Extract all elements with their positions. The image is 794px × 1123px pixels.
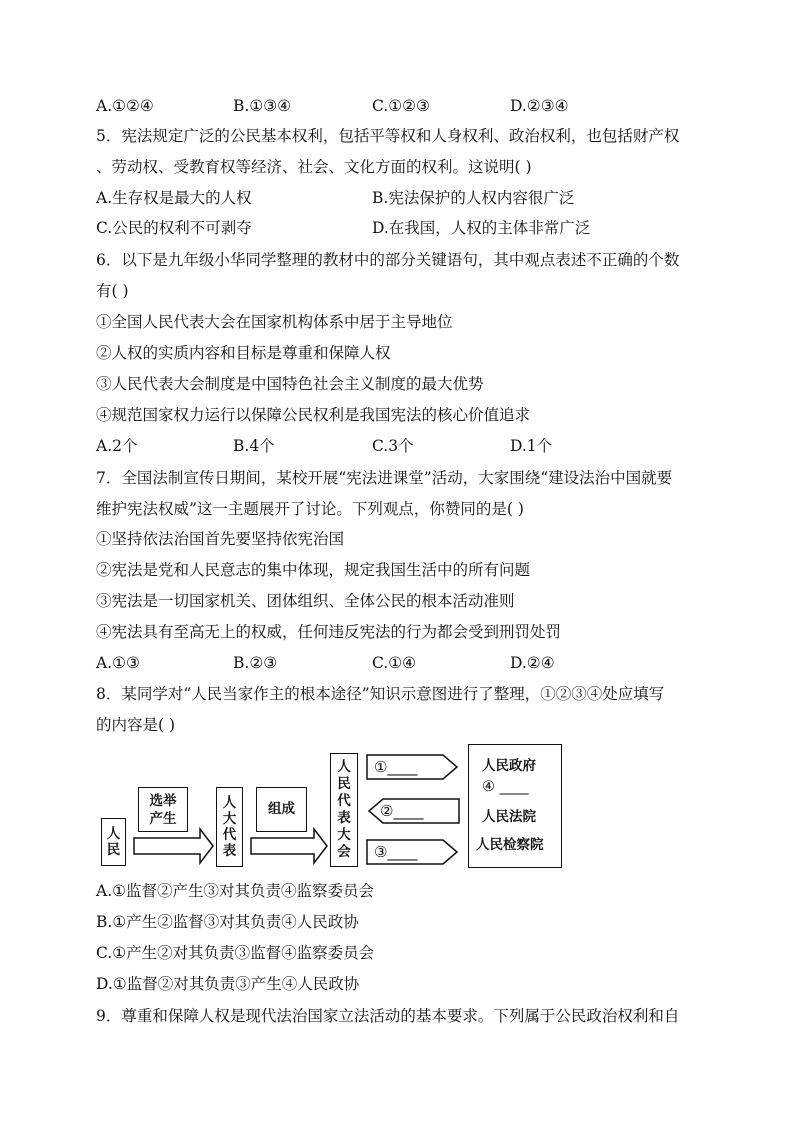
box-form <box>256 787 307 832</box>
deputies-char-3: 代 <box>222 827 237 843</box>
org-government: 人民政府 <box>482 758 536 774</box>
q8-stem-line2: 的内容是( ) <box>96 716 176 734</box>
q8-option-a: A.①监督②产生③对其负责④监察委员会 <box>96 882 375 900</box>
people-char-1: 人 <box>106 826 121 842</box>
q7-item-3: ③宪法是一切国家机关、团体组织、全体公民的根本活动准则 <box>96 592 515 610</box>
elect-line-1: 选举 <box>149 792 177 809</box>
deputies-char-4: 表 <box>222 843 237 859</box>
q6-option-b: B.4个 <box>233 437 275 455</box>
q6-stem-line2: 有( ) <box>96 282 129 300</box>
q4-option-d: D.②③④ <box>510 97 569 115</box>
box-elect <box>138 787 188 832</box>
q8-stem-line1: 8．某同学对“人民当家作主的根本途径”知识示意图进行了整理，①②③④处应填写 <box>96 685 665 703</box>
q6-stem-line1: 6．以下是九年级小华同学整理的教材中的部分关键语句，其中观点表述不正确的个数 <box>96 251 680 269</box>
q5-option-c: C.公民的权利不可剥夺 <box>96 219 252 237</box>
box-deputies <box>216 787 243 867</box>
q6-item-3: ③人民代表大会制度是中国特色社会主义制度的最大优势 <box>96 375 484 393</box>
q7-option-d: D.②④ <box>510 654 555 672</box>
q7-option-b: B.②③ <box>233 654 278 672</box>
q7-stem-line2: 维护宪法权威”这一主题展开了讨论。下列观点，你赞同的是( ) <box>96 500 524 518</box>
box-people <box>101 818 126 866</box>
deputies-char-2: 大 <box>222 811 237 827</box>
q8-option-d: D.①监督②对其负责③产生④人民政协 <box>96 975 360 993</box>
slot-1-label: ①____ <box>374 758 418 776</box>
q4-option-c: C.①②③ <box>372 97 430 115</box>
q4-option-a: A.①②④ <box>96 97 154 115</box>
q7-stem-line1: 7．全国法制宣传日期间，某校开展“宪法进课堂”活动，大家围绕“建设法治中国就要 <box>96 469 673 487</box>
q7-option-a: A.①③ <box>96 654 140 672</box>
arrow-elect <box>134 829 213 863</box>
arrow-form <box>251 829 327 863</box>
q5-stem-line2: 、劳动权、受教育权等经济、社会、文化方面的权利。这说明( ) <box>96 158 532 176</box>
q7-item-4: ④宪法具有至高无上的权威，任何违反宪法的行为都会受到刑罚处罚 <box>96 623 562 641</box>
q5-stem-line1: 5．宪法规定广泛的公民基本权利，包括平等权和人身权利、政治权利，也包括财产权 <box>96 127 680 145</box>
q6-option-d: D.1个 <box>510 437 553 455</box>
npc-char-2: 民 <box>337 776 351 792</box>
q6-option-a: A.2个 <box>96 437 138 455</box>
npc-char-1: 人 <box>337 759 351 775</box>
q7-item-1: ①坚持依法治国首先要坚持依宪治国 <box>96 530 345 548</box>
q5-option-a: A.生存权是最大的人权 <box>96 189 252 207</box>
q7-item-2: ②宪法是党和人民意志的集中体现，规定我国生活中的所有问题 <box>96 561 531 579</box>
org-procuratorate: 人民检察院 <box>476 837 544 853</box>
deputies-char-1: 人 <box>222 795 237 811</box>
npc-char-6: 会 <box>337 844 351 860</box>
q8-option-c: C.①产生②对其负责③监督④监察委员会 <box>96 944 375 962</box>
q9-stem-line1: 9．尊重和保障人权是现代法治国家立法活动的基本要求。下列属于公民政治权利和自 <box>96 1007 680 1025</box>
org-slot-4: ④ ____ <box>482 779 529 795</box>
people-char-2: 民 <box>106 842 121 858</box>
q6-item-4: ④规范国家权力运行以保障公民权利是我国宪法的核心价值追求 <box>96 406 531 424</box>
box-npc <box>330 753 358 867</box>
npc-char-3: 代 <box>337 793 351 809</box>
elect-line-2: 产生 <box>149 810 177 827</box>
q6-item-2: ②人权的实质内容和目标是尊重和保障人权 <box>96 344 391 362</box>
q7-option-c: C.①④ <box>372 654 417 672</box>
npc-char-4: 表 <box>337 810 351 826</box>
q5-option-d: D.在我国，人权的主体非常广泛 <box>372 219 591 237</box>
form-label: 组成 <box>268 801 295 817</box>
npc-char-5: 大 <box>337 827 351 843</box>
q6-option-c: C.3个 <box>372 437 414 455</box>
q6-item-1: ①全国人民代表大会在国家机构体系中居于主导地位 <box>96 313 453 331</box>
q8-option-b: B.①产生②监督③对其负责④人民政协 <box>96 913 359 931</box>
slot-3-label: ③____ <box>374 843 418 861</box>
slot-2-label: ②____ <box>380 802 424 820</box>
org-court: 人民法院 <box>482 809 536 825</box>
q4-option-b: B.①③④ <box>233 97 292 115</box>
q5-option-b: B.宪法保护的人权内容很广泛 <box>372 189 575 207</box>
